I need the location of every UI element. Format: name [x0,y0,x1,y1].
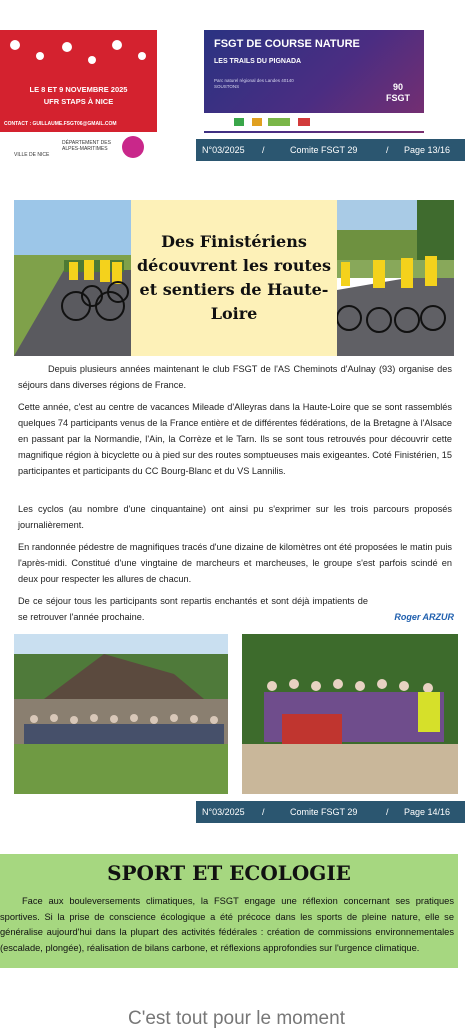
sponsor-logo-icon [234,118,244,126]
partner-logo-icon [122,136,144,158]
page-number: Page 14/16 [404,807,451,817]
sponsor-logo-icon [268,118,290,126]
article-paragraph: Cette année, c'est au centre de vacances Mileade d'Alleyras dans la Haute-Loire que se sont rassemblés quelques 74 participants venus de la France entière et de différentes fédérations, de la Bretagne à l'Alsace en passant par la Normandie, l'Ain, la Corrèze et le Tarn. Ils se sont tous retrouvés pour découvrir cette magnifique région à bicyclette ou à pied sur des routes somptueuses mais exigeantes. Coté Finistérien, 15 participantes et participants du CC Bourg-Blanc et du VS Lannilis. [18,402,452,476]
closing-text: C'est tout pour le moment [128,1008,345,1029]
event-poster-nice [0,30,157,132]
article-author: Roger ARZUR [394,612,454,622]
committee-name: Comite FSGT 29 [290,145,358,155]
poster-location: Parc naturel régional des Landes 40140 SOUSTONS [214,78,294,89]
poster-subtitle: LES TRAILS DU PIGNADA [214,58,302,65]
logo-departement: DÉPARTEMENT DES ALPES-MARITIMES [62,140,111,152]
cyclists-photo-right [337,200,454,356]
fsgt-90-logo: 90 FSGT [386,82,410,103]
issue-number: N°03/2025 [202,145,245,155]
article-paragraph: Les cyclos (au nombre d'une cinquantaine) ont ainsi pu s'exprimer sur les trois parcours proposés journalièrement. [18,504,452,530]
group-photo-walkers [242,634,458,794]
article-paragraph: De ce séjour tous les participants sont repartis enchantés et sont déjà impatients de se retrouver l'année prochaine. [18,596,368,622]
committee-name: Comite FSGT 29 [290,807,358,817]
article-title-box [131,200,337,356]
section-body: Face aux bouleversements climatiques, la FSGT engage une réflexion concernant ses pratiques sportives. Si la prise de conscience écologique a été précoce dans les sports de pleine nature, elle se généralise aujourd'hui dans la plupart des activités fédérales : création de commissions environnementales (escalade, plongée), réalisation de bilans carbone, et réflexions approfondies sur l'urgence climatique. [0,896,454,953]
issue-number: N°03/2025 [202,807,245,817]
article-paragraph: En randonnée pédestre de magnifiques tracés d'une dizaine de kilomètres ont été proposées le matin puis l'après-midi. Constitué d'une vingtaine de marcheurs et marcheuses, le groupe s'est parfois scindé en deux pour respecter les allures de chacun. [18,542,452,584]
article-paragraph: Depuis plusieurs années maintenant le club FSGT de l'AS Cheminots d'Aulnay (93) organise des séjours dans diverses régions de France. [18,364,452,390]
cyclists-photo-left [14,200,131,356]
shuttlecock-icon [62,42,72,52]
page-number: Page 13/16 [404,145,451,155]
shuttlecock-icon [138,52,146,60]
sponsor-logo-icon [298,118,310,126]
poster-contact: CONTACT : GUILLAUME.FSGT06@GMAIL.COM [4,121,117,127]
page-footer-bar-13: N°03/2025 / Comite FSGT 29 / Page 13/16 [196,139,465,161]
shuttlecock-icon [112,40,122,50]
poster-dates: LE 8 ET 9 NOVEMBRE 2025 UFR STAPS À NICE [29,85,128,106]
page-footer-bar-14: N°03/2025 / Comite FSGT 29 / Page 14/16 [196,801,465,823]
sport-ecologie-section [0,854,458,968]
article-title: Des Finistériens découvrent les routes et sentiers de Haute-Loire [136,232,332,323]
partner-logos [0,132,157,162]
shuttlecock-icon [36,52,44,60]
sponsor-strip [204,113,424,131]
section-heading: SPORT ET ECOLOGIE [107,861,351,885]
shuttlecock-icon [88,56,96,64]
shuttlecock-icon [10,40,20,50]
poster-title: FSGT DE COURSE NATURE [214,38,360,50]
sponsor-logo-icon [252,118,262,126]
group-photo-tent [14,634,228,794]
logo-ville-de-nice: VILLE DE NICE [14,152,50,158]
